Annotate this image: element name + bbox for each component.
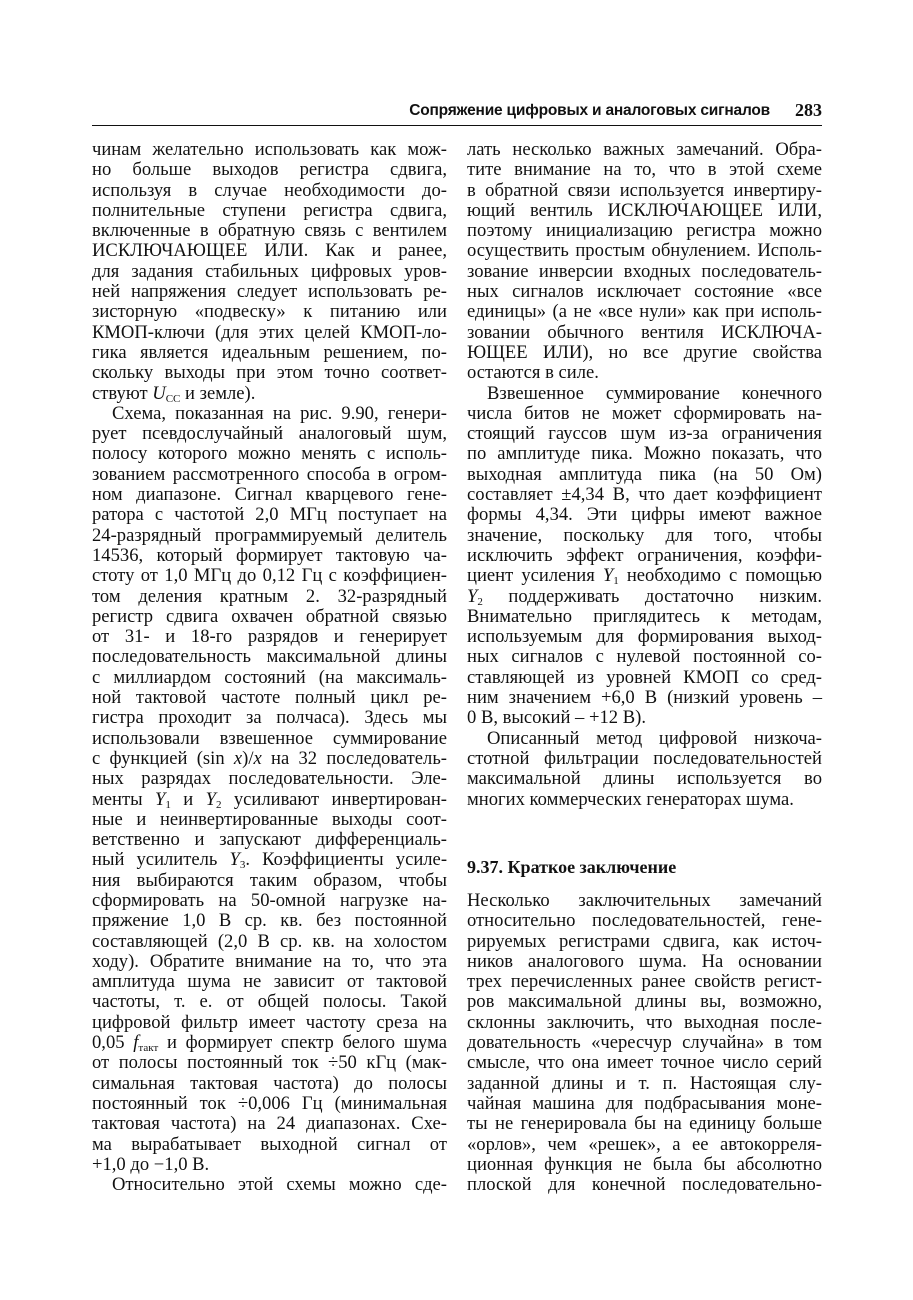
text-line: ЮЩЕЕ ИЛИ), но все другие свойства: [467, 341, 822, 363]
text-line: 24-разрядный программируемый делитель: [92, 524, 447, 546]
text-line: зовании обычного вентиля ИСКЛЮЧА-: [467, 321, 822, 343]
text-line: значение, поскольку для того, чтобы: [467, 524, 822, 546]
math-variable: x: [253, 747, 262, 769]
text-segment: и земле).: [180, 382, 256, 404]
text-line: скольку выходы при этом точно соответ-: [92, 362, 447, 384]
header-rule: [92, 125, 822, 126]
text-line: зованием рассмотренного способа в огром-: [92, 463, 447, 485]
section-heading: 9.37. Краткое заключение: [467, 857, 677, 877]
text-line: числа битов не может сформировать на-: [467, 402, 822, 424]
math-variable: Y: [155, 788, 166, 810]
text-line: от полосы постоянный ток ÷50 кГц (мак-: [92, 1052, 447, 1074]
text-segment: и: [170, 788, 206, 810]
text-segment: 0,05: [92, 1032, 134, 1054]
math-variable: x: [233, 747, 243, 769]
text-line: поэтому инициализацию регистра можно: [467, 220, 822, 242]
text-line: ных сигналов исключает состояние «все: [467, 281, 822, 303]
text-line: единицы» (а не «все нули» как при исполь-: [467, 301, 822, 323]
text-line: ные и неинвертированные выходы соот-: [92, 808, 447, 830]
text-line: постоянный ток ÷0,006 Гц (минимальная: [92, 1092, 447, 1114]
right-column-section-body: [467, 891, 822, 1195]
text-line: цифровой фильтр имеет частоту среза на: [92, 1011, 447, 1033]
subscript: такт: [138, 1042, 159, 1055]
text-line: для задания стабильных цифровых уров-: [92, 260, 447, 282]
subscript: 1: [613, 575, 619, 588]
text-line: ционная функция не была бы абсолютно: [467, 1153, 822, 1175]
text-line: стоящий гауссов шум из-за ограничения: [467, 423, 822, 445]
text-line: формы 4,34. Эти цифры имеют важное: [467, 504, 822, 526]
left-column: [92, 140, 447, 1195]
text-line: Относительно этой схемы можно сде-: [112, 1174, 447, 1196]
text-line: ма вырабатывает выходной сигнал от: [92, 1133, 447, 1155]
text-line: ней напряжения следует использовать ре-: [92, 281, 447, 303]
text-line: рируемых регистрами сдвига, как источ-: [467, 930, 822, 952]
text-line: по амплитуде пика. Можно показать, что: [467, 443, 822, 465]
text-line: ров максимальной длины вы, возможно,: [467, 991, 822, 1013]
math-variable: U: [152, 382, 166, 404]
text-segment: поддерживать достаточно низким.: [482, 585, 822, 607]
text-segment: ный усилитель: [92, 849, 230, 871]
text-line: стотной фильтрации последовательностей: [467, 747, 822, 769]
text-line: лать несколько важных замечаний. Обра-: [467, 139, 822, 160]
text-line: с миллиардом состояний (на максималь-: [92, 666, 447, 688]
text-line: последовательность максимальной длины: [92, 646, 447, 668]
text-line: ном диапазоне. Сигнал кварцевого гене-: [92, 484, 447, 506]
text-line: остаются в силе.: [467, 362, 599, 384]
text-line: ющий вентиль ИСКЛЮЧАЮЩЕЕ ИЛИ,: [467, 199, 822, 221]
text-line: тактовая частота) на 24 диапазонах. Схе-: [92, 1113, 447, 1135]
text-line: полнительные ступени регистра сдвига,: [92, 199, 447, 221]
text-line: [92, 790, 447, 810]
text-line: [467, 587, 822, 607]
math-variable: f: [133, 1032, 139, 1054]
text-line: включенные в обратную связь с вентилем: [92, 220, 447, 242]
subscript: CC: [165, 392, 181, 405]
text-line: амплитуда шума не зависит от тактовой: [92, 971, 447, 993]
text-segment: циент усиления: [467, 565, 603, 587]
text-line: ветственно и запускают дифференциаль-: [92, 829, 447, 851]
text-line: зование инверсии входных последователь-: [467, 260, 822, 282]
text-line: полосу которого можно менять с исполь-: [92, 443, 447, 465]
text-line: [92, 850, 447, 870]
text-line: КМОП-ключи (для этих целей КМОП-ло-: [92, 321, 447, 343]
text-line: ним значением +6,0 В (низкий уровень –: [467, 687, 822, 709]
text-line: Внимательно приглядитесь к методам,: [467, 605, 822, 627]
text-line: зисторную «подвеску» к питанию или: [92, 301, 447, 323]
text-line: трех перечисленных ранее свойств регист-: [467, 971, 822, 993]
text-line: ников аналогового шума. На основании: [467, 950, 822, 972]
text-line: [92, 1033, 447, 1053]
text-line: Взвешенное суммирование конечного: [487, 382, 822, 404]
text-line: сформировать на 50-омной нагрузке на-: [92, 889, 447, 911]
text-segment: необходимо с помощью: [618, 565, 822, 587]
text-line: заданной длины и т. п. Настоящая слу-: [467, 1072, 822, 1094]
text-segment: с функцией (sin: [92, 747, 234, 769]
text-line: ратора с частотой 2,0 МГц поступает на: [92, 504, 447, 526]
text-line: гистра проходит за полчаса). Здесь мы: [92, 707, 447, 729]
text-line: составляет ±4,34 В, что дает коэффициент: [467, 484, 822, 506]
text-line: ния выбираются таким образом, чтобы: [92, 869, 447, 891]
right-column: [467, 140, 822, 810]
text-line: склонны заключить, что выходная после-: [467, 1011, 822, 1033]
text-line: Описанный метод цифровой низкоча-: [487, 727, 822, 749]
text-line: осуществить простым обнулением. Исполь-: [467, 240, 822, 262]
text-segment: и формирует спектр белого шума: [158, 1032, 447, 1054]
text-line: выходная амплитуда пика (на 50 Ом): [467, 463, 822, 485]
running-title: Сопряжение цифровых и аналоговых сигналов: [409, 102, 770, 119]
subscript: 1: [165, 798, 171, 811]
text-line: ных разрядах последовательности. Эле-: [92, 768, 447, 790]
running-header: [92, 100, 822, 124]
subscript: 2: [215, 798, 222, 811]
text-line: стоту от 1,0 МГц до 0,12 Гц с коэффициен-: [92, 565, 447, 587]
text-line: пряжение 1,0 В ср. кв. без постоянной: [92, 910, 447, 932]
text-line: используя в случае необходимости до-: [92, 179, 447, 201]
text-line: Несколько заключительных замечаний: [467, 890, 822, 911]
text-line: гика является идеальным решением, по-: [92, 341, 447, 363]
text-line: чайная машина для подбрасывания моне-: [467, 1092, 822, 1114]
text-line: ставляющей из уровней КМОП со сред-: [467, 666, 822, 688]
text-line: ной тактовой частоте полный цикл ре-: [92, 687, 447, 709]
math-variable: Y: [205, 788, 216, 810]
text-line: смысле, что она имеет точное число серий: [467, 1052, 822, 1074]
text-segment: )/: [242, 747, 254, 769]
text-line: относительно последовательностей, гене-: [467, 910, 822, 932]
subscript: 3: [239, 859, 246, 872]
text-line: максимальной длины используется во: [467, 768, 822, 790]
text-line: ходу). Обратите внимание на то, что эта: [92, 950, 447, 972]
text-line: плоской для конечной последовательно-: [467, 1174, 822, 1196]
text-line: исключить эффект ограничения, коэффи-: [467, 544, 822, 566]
text-line: используемым для формирования выход-: [467, 626, 822, 648]
text-line: [92, 384, 447, 404]
text-line: использовали взвешенное суммирование: [92, 727, 447, 749]
text-segment: ствуют: [92, 382, 153, 404]
text-line: частоты, т. е. от общей полосы. Такой: [92, 991, 447, 1013]
text-line: ты не генерировала бы на единицу больше: [467, 1113, 822, 1135]
math-variable: Y: [467, 585, 478, 607]
text-line: 14536, который формирует тактовую ча-: [92, 544, 447, 566]
subscript: 2: [477, 595, 483, 608]
text-line: рует псевдослучайный аналоговый шум,: [92, 423, 447, 445]
text-line: Схема, показанная на рис. 9.90, генери-: [112, 402, 447, 424]
text-line: +1,0 до −1,0 В.: [92, 1153, 210, 1175]
text-line: 0 В, высокий – +12 В).: [467, 707, 646, 729]
text-line: от 31- и 18-го разрядов и генерирует: [92, 626, 447, 648]
text-segment: . Коэффициенты усиле-: [245, 849, 448, 871]
math-variable: Y: [602, 565, 614, 587]
page-number: 283: [795, 100, 822, 120]
text-line: составляющей (2,0 В ср. кв. на холостом: [92, 930, 447, 952]
text-line: в обратной связи используется инвертиру-: [467, 179, 822, 201]
text-line: ных сигналов с нулевой постоянной со-: [467, 646, 822, 668]
text-line: [92, 749, 447, 769]
text-line: симальная тактовая частота) до полосы: [92, 1072, 447, 1094]
math-variable: Y: [229, 849, 240, 871]
text-line: довательность «чересчур случайна» в том: [467, 1032, 822, 1054]
text-line: том деления кратным 2. 32-разрядный: [92, 585, 447, 607]
text-line: многих коммерческих генераторах шума.: [467, 788, 794, 810]
text-line: регистр сдвига охвачен обратной связью: [92, 605, 447, 627]
text-segment: на 32 последователь-: [261, 747, 447, 769]
text-line: [467, 566, 822, 586]
text-segment: менты: [92, 788, 155, 810]
text-line: ИСКЛЮЧАЮЩЕЕ ИЛИ. Как и ранее,: [92, 240, 447, 262]
text-segment: усиливают инвертирован-: [221, 788, 447, 810]
text-line: тите внимание на то, что в этой схеме: [467, 159, 822, 181]
text-line: чинам желательно использовать как мож-: [92, 139, 447, 160]
text-line: но больше выходов регистра сдвига,: [92, 159, 447, 181]
text-line: «орлов», чем «решек», а ее автокорреля-: [467, 1133, 822, 1155]
